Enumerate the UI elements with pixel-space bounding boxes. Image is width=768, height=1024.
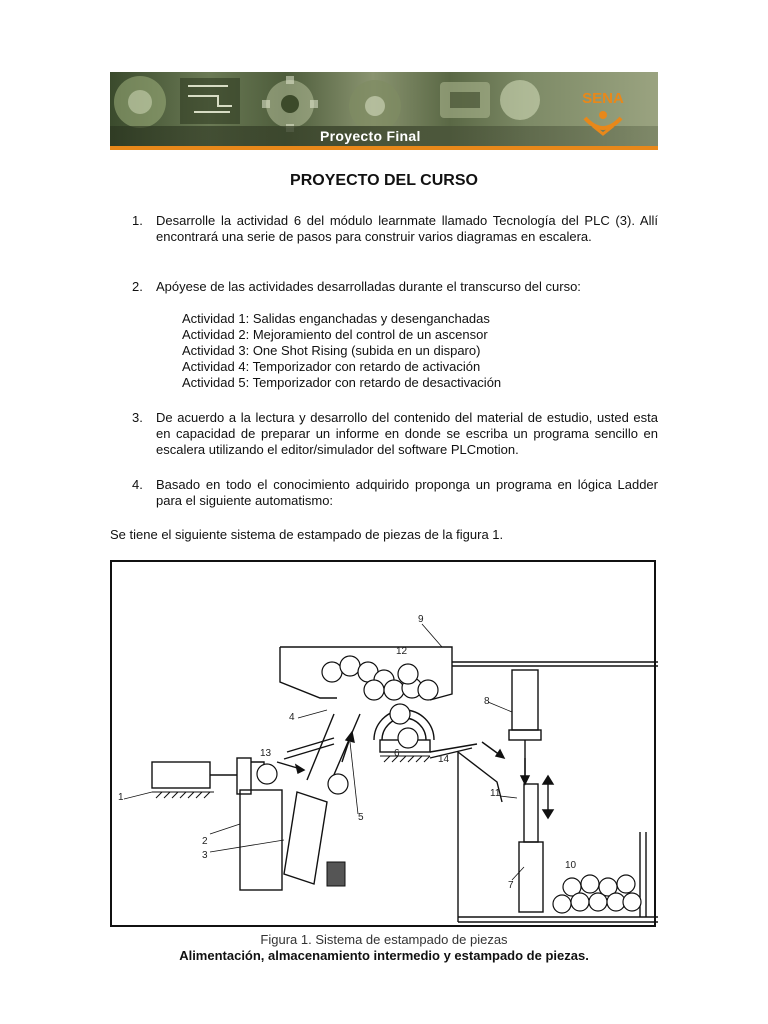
figure-subcaption: Alimentación, almacenamiento intermedio y estampado de piezas. <box>179 948 589 963</box>
figure-label: 4 <box>289 712 295 723</box>
banner-orange-bar <box>110 146 658 150</box>
list-number: 4. <box>132 477 143 492</box>
figure-label: 11 <box>490 788 501 799</box>
figure-label: 10 <box>565 860 577 871</box>
figure-label: 1 <box>118 792 124 803</box>
list-item-2 <box>132 279 658 295</box>
figure-label: 6 <box>394 748 400 759</box>
stamping-system-diagram <box>112 562 658 929</box>
figure-label: 3 <box>202 850 208 861</box>
figure-label: 9 <box>418 614 424 625</box>
list-number: 3. <box>132 410 143 425</box>
sena-logo <box>568 82 638 142</box>
figure-label: 12 <box>396 646 408 657</box>
activity-item: Actividad 5: Temporizador con retardo de desactivación <box>182 375 502 390</box>
list-number: 1. <box>132 213 143 228</box>
header-banner <box>110 72 658 150</box>
figure-label: 2 <box>202 836 208 847</box>
list-item-3 <box>132 410 658 458</box>
activity-item: Actividad 4: Temporizador con retardo de activación <box>182 359 481 374</box>
figure-label: 8 <box>484 696 490 707</box>
intro-paragraph: Se tiene el siguiente sistema de estampado de piezas de la figura 1. <box>110 527 504 542</box>
figure-label: 13 <box>260 748 272 759</box>
figure-stamping-system <box>110 560 656 927</box>
activity-item: Actividad 1: Salidas enganchadas y desenganchadas <box>182 311 490 326</box>
activity-item: Actividad 2: Mejoramiento del control de un ascensor <box>182 327 488 342</box>
figure-caption: Figura 1. Sistema de estampado de piezas <box>260 932 508 947</box>
sena-logo-icon <box>568 82 638 142</box>
sena-logo-text: SENA <box>582 90 624 107</box>
document-title: PROYECTO DEL CURSO <box>290 172 478 189</box>
activity-item: Actividad 3: One Shot Rising (subida en un disparo) <box>182 343 481 358</box>
list-text: Apóyese de las actividades desarrolladas durante el transcurso del curso: <box>156 279 581 294</box>
list-text: Basado en todo el conocimiento adquirido proponga un programa en lógica Ladder para el siguiente automatismo: <box>156 477 658 508</box>
list-text: De acuerdo a la lectura y desarrollo del contenido del material de estudio, usted esta en capacidad de preparar un informe en donde se escriba un programa sencillo en escalera utilizando el editor/simulador del software PLCmotion. <box>156 410 658 457</box>
list-item-4 <box>132 477 658 509</box>
figure-label: 5 <box>358 812 364 823</box>
banner-title: Proyecto Final <box>320 128 421 144</box>
activities-list <box>182 311 501 391</box>
list-text: Desarrolle la actividad 6 del módulo learnmate llamado Tecnología del PLC (3). Allí encontrará una serie de pasos para construir varios diagramas en escalera. <box>156 213 658 244</box>
list-item-1 <box>132 213 658 245</box>
figure-label: 14 <box>438 754 450 765</box>
figure-label: 7 <box>508 880 514 891</box>
list-number: 2. <box>132 279 143 294</box>
